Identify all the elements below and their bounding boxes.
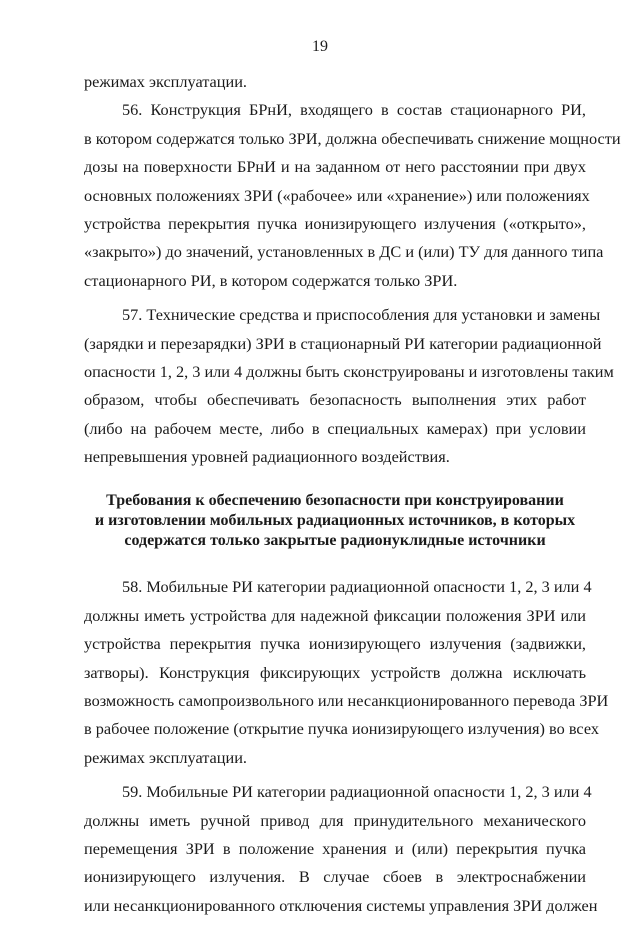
paragraph-57 [84, 301, 614, 471]
text-line: должны иметь ручной привод для принудительного механического [84, 810, 586, 830]
text-line: в котором содержатся только ЗРИ, должна обеспечивать снижение мощности [84, 128, 621, 148]
text-line: или несанкционированного отключения системы управления ЗРИ должен [84, 895, 598, 915]
text-line: образом, чтобы обеспечивать безопасность выполнения этих работ [84, 390, 586, 410]
paragraph-58 [84, 573, 609, 772]
text-line: стационарного РИ, в котором содержатся только ЗРИ. [84, 270, 458, 290]
paragraph-59 [84, 778, 598, 920]
text-line: 56. Конструкция БРнИ, входящего в состав стационарного РИ, [122, 100, 586, 120]
section-heading [84, 491, 586, 551]
heading-line: и изготовлении мобильных радиационных источников, в которых [94, 512, 576, 530]
page-number: 19 [312, 38, 328, 55]
text-line: дозы на поверхности БРнИ и на заданном от него расстоянии при двух [84, 157, 586, 177]
text-line: должны иметь устройства для надежной фиксации положения ЗРИ или [84, 605, 586, 625]
text-line: опасности 1, 2, 3 или 4 должны быть сконструированы и изготовлены таким [84, 361, 614, 381]
text-line: устройства перекрытия пучка ионизирующего излучения («открыто», [84, 213, 586, 233]
heading-line: Требования к обеспечению безопасности при конструировании [106, 492, 564, 510]
text-line: ионизирующего излучения. В случае сбоев в электроснабжении [84, 867, 586, 887]
text-line: режимах эксплуатации. [84, 747, 247, 767]
text-line: затворы). Конструкция фиксирующих устройств должна исключать [84, 662, 586, 682]
text-line: (зарядки и перезарядки) ЗРИ в стационарный РИ категории радиационной [84, 333, 602, 353]
text-line: основных положениях ЗРИ («рабочее» или «хранение») или положениях [84, 185, 590, 205]
text-line: (либо на рабочем месте, либо в специальных камерах) при условии [84, 418, 586, 438]
text-line: устройства перекрытия пучка ионизирующего излучения (задвижки, [84, 634, 586, 654]
heading-line: содержатся только закрытые радионуклидные источники [124, 532, 546, 550]
text-line: возможность самопроизвольного или несанкционированного перевода ЗРИ [84, 691, 609, 711]
text-line: 59. Мобильные РИ категории радиационной опасности 1, 2, 3 или 4 [122, 782, 592, 802]
text-line: перемещения ЗРИ в положение хранения и (или) перекрытия пучка [84, 838, 586, 858]
intro-line: режимах эксплуатации. [84, 72, 247, 91]
text-line: 57. Технические средства и приспособления для установки и замены [122, 305, 601, 325]
text-line: 58. Мобильные РИ категории радиационной опасности 1, 2, 3 или 4 [122, 577, 592, 597]
text-line: непревышения уровней радиационного воздействия. [84, 447, 450, 467]
text-line: в рабочее положение (открытие пучка ионизирующего излучения) во всех [84, 719, 599, 739]
paragraph-56 [84, 96, 621, 295]
body-text [84, 68, 621, 926]
text-line: «закрыто») до значений, установленных в ДС и (или) ТУ для данного типа [84, 242, 604, 262]
